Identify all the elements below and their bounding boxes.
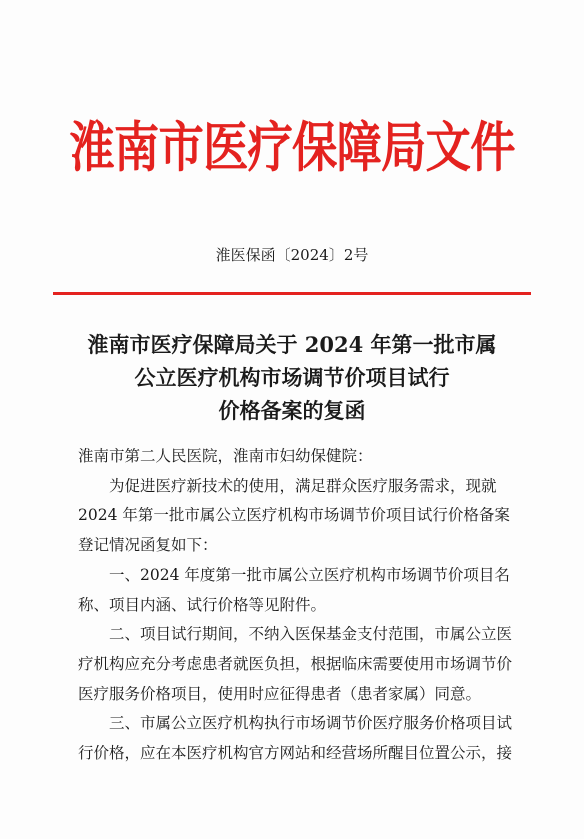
paragraph-line: 一、2024 年度第一批市属公立医疗机构市场调节价项目名 — [109, 565, 510, 584]
paragraph-line: 2024 年第一批市属公立医疗机构市场调节价项目试行价格备案 — [78, 506, 510, 525]
title-line: 公立医疗机构市场调节价项目试行 — [134, 365, 450, 390]
red-divider-rule — [53, 292, 531, 295]
title-line: 价格备案的复函 — [218, 398, 366, 423]
document-masthead: 淮南市医疗保障局文件 — [69, 115, 515, 179]
document-title — [40, 328, 544, 427]
paragraph-item-1 — [78, 561, 530, 620]
paragraph-line: 登记情况函复如下： — [78, 536, 218, 555]
paragraph-item-2 — [78, 620, 530, 709]
paragraph-line: 称、项目内涵、试行价格等见附件。 — [78, 595, 327, 614]
paragraph-line: 行价格，应在本医疗机构官方网站和经营场所醒目位置公示，接 — [78, 744, 513, 763]
paragraph-line: 二、项目试行期间，不纳入医保基金支付范围，市属公立医 — [109, 625, 513, 644]
salutation: 淮南市第二人民医院，淮南市妇幼保健院： — [78, 447, 373, 465]
paragraph-line: 三、市属公立医疗机构执行市场调节价医疗服务价格项目试 — [109, 714, 513, 733]
title-line: 淮南市医疗保障局关于 2024 年第一批市属 — [87, 332, 497, 357]
paragraph-item-3 — [78, 709, 530, 768]
paragraph-line: 医疗服务价格项目，使用时应征得患者（患者家属）同意。 — [78, 684, 482, 703]
paragraph-line: 为促进医疗新技术的使用，满足群众医疗服务需求，现就 — [109, 476, 497, 495]
document-body — [78, 442, 530, 769]
paragraph-line: 疗机构应充分考虑患者就医负担，根据临床需要使用市场调节价 — [78, 654, 513, 673]
paragraph-intro — [78, 472, 530, 561]
document-number: 淮医保函〔2024〕2号 — [215, 246, 369, 264]
